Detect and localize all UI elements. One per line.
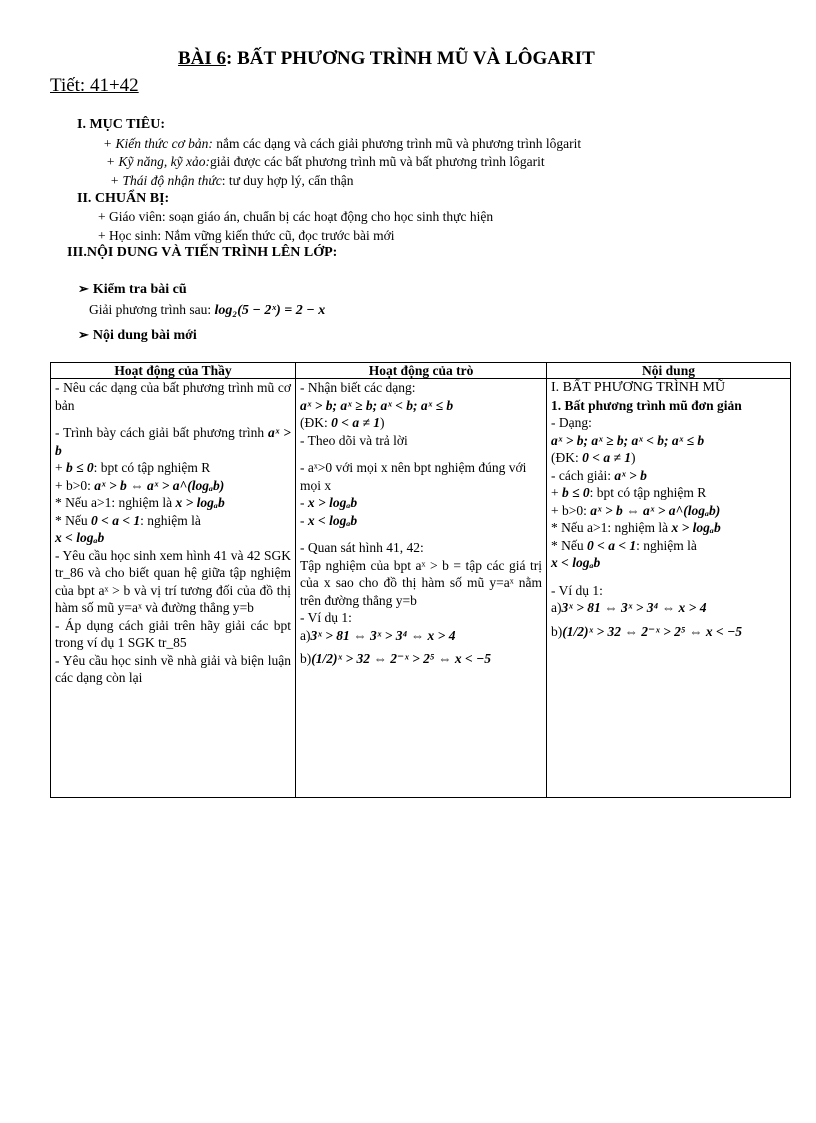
student-p1: - Nhận biết các dạng: xyxy=(300,380,416,395)
arrow-bullet-icon: ➢ xyxy=(78,327,89,342)
teacher-cell xyxy=(51,379,296,798)
page-title xyxy=(178,48,595,70)
prep-student: + Học sinh: Nắm vững kiến thức cũ, đọc trước bài mới xyxy=(98,228,395,243)
teacher-p4: + b>0: aˣ > b ⇔ aˣ > a^(logₐb) xyxy=(55,477,225,493)
title-prefix: BÀI 6 xyxy=(178,48,227,69)
table-header-row xyxy=(51,363,791,379)
content-p5: + b>0: aˣ > b ⇔ aˣ > a^(logₐb) xyxy=(551,502,721,518)
student-p7: - Quan sát hình 41, 42: xyxy=(300,540,424,555)
content-p7b: x < logₐb xyxy=(551,555,601,570)
student-cell xyxy=(296,379,547,798)
teacher-p2: - Trình bày cách giải bất phương trình aˣ > b xyxy=(55,425,291,458)
content-subheading: 1. Bất phương trình mũ đơn giản xyxy=(551,397,742,413)
teacher-p6: * Nếu 0 < a < 1: nghiệm là xyxy=(55,512,201,528)
student-p1-math: aˣ > b; aˣ ≥ b; aˣ < b; aˣ ≤ b xyxy=(300,397,454,413)
teacher-p7: - Yêu cầu học sinh xem hình 41 và 42 SGK tr_86 và cho biết quan hệ giữa tập nghiệm của bpt aˣ > b và vị trí tương đối của đồ thị hàm số mũ y=aˣ và đường thẳng y=b xyxy=(55,547,291,615)
student-ex-b: b)(1/2)ˣ > 32 ⇔ 2⁻ˣ > 2⁵ ⇔ x < −5 xyxy=(300,651,491,666)
section3-heading: III.NỘI DUNG VÀ TIẾN TRÌNH LÊN LỚP: xyxy=(67,245,338,260)
section2-heading: II. CHUẨN BỊ: xyxy=(77,191,170,206)
student-p2: (ĐK: 0 < a ≠ 1) xyxy=(300,415,385,430)
check-question: Giải phương trình sau: log₂(5 − 2ˣ) = 2 − x xyxy=(89,302,326,318)
arrow-bullet-icon: ➢ xyxy=(78,281,89,296)
content-heading: I. BẤT PHƯƠNG TRÌNH MŨ xyxy=(551,380,726,395)
content-p1: - Dạng: xyxy=(551,415,592,430)
content-p7: * Nếu 0 < a < 1: nghiệm là xyxy=(551,537,697,553)
prep-teacher: + Giáo viên: soạn giáo án, chuẩn bị các hoạt động cho học sinh thực hiện xyxy=(98,209,494,224)
student-p6: - x < logₐb xyxy=(300,512,358,528)
student-ex-a: a)3ˣ > 81 ⇔ 3ˣ > 3⁴ ⇔ x > 4 xyxy=(300,627,456,643)
student-p9: - Ví dụ 1: xyxy=(300,610,352,625)
header-content: Nội dung xyxy=(547,363,791,379)
content-p1-math: aˣ > b; aˣ ≥ b; aˣ < b; aˣ ≤ b xyxy=(551,432,705,448)
lesson-table xyxy=(50,362,791,798)
check-equation: log₂(5 − 2ˣ) = 2 − x xyxy=(214,303,326,318)
student-p8: Tập nghiệm của bpt aˣ > b = tập các giá trị của x sao cho đồ thị hàm số mũ y=aˣ nằm trên đường thẳng y=b xyxy=(300,557,542,608)
header-teacher: Hoạt động của Thầy xyxy=(51,363,296,379)
student-p3: - Theo dõi và trả lời xyxy=(300,432,408,448)
teacher-p8: - Áp dụng cách giải trên hãy giải các bpt trong ví dụ 1 SGK tr_85 xyxy=(55,617,291,650)
lesson-period: Tiết: 41+42 xyxy=(50,75,139,96)
header-student: Hoạt động của trò xyxy=(296,363,547,379)
section1-heading: I. MỤC TIÊU: xyxy=(77,117,166,132)
check-old-lesson: ➢ Kiểm tra bài cũ xyxy=(78,281,187,297)
objective-attitude: + Thái độ nhận thức: tư duy hợp lý, cẩn thận xyxy=(110,173,354,188)
title-rest: : BẤT PHƯƠNG TRÌNH MŨ VÀ LÔGARIT xyxy=(226,48,595,69)
objective-skills: + Kỹ năng, kỹ xảo:giải được các bất phương trình mũ và bất phương trình lôgarit xyxy=(106,154,545,169)
teacher-p5: * Nếu a>1: nghiệm là x > logₐb xyxy=(55,495,225,510)
content-ex-a: a)3ˣ > 81 ⇔ 3ˣ > 3⁴ ⇔ x > 4 xyxy=(551,600,707,615)
new-lesson: ➢ Nội dung bài mới xyxy=(78,327,197,343)
content-p8: - Ví dụ 1: xyxy=(551,582,603,598)
objective-knowledge: + Kiến thức cơ bản: nắm các dạng và cách giải phương trình mũ và phương trình lôgarit xyxy=(103,136,582,151)
teacher-p3: + b ≤ 0: bpt có tập nghiệm R xyxy=(55,460,211,475)
teacher-p6b: x < logₐb xyxy=(55,530,105,545)
teacher-p9: - Yêu cầu học sinh về nhà giải và biện luận các dạng còn lại xyxy=(55,652,291,685)
student-p5: - x > logₐb xyxy=(300,495,358,510)
table-body-row xyxy=(51,379,791,798)
content-p6: * Nếu a>1: nghiệm là x > logₐb xyxy=(551,520,721,535)
content-cell xyxy=(547,379,791,798)
student-p4: - aˣ>0 với mọi x nên bpt nghiệm đúng với mọi x xyxy=(300,460,527,493)
teacher-p1: - Nêu các dạng của bất phương trình mũ cơ bản xyxy=(55,380,291,413)
content-p3: - cách giải: aˣ > b xyxy=(551,467,647,483)
content-ex-b: b)(1/2)ˣ > 32 ⇔ 2⁻ˣ > 2⁵ ⇔ x < −5 xyxy=(551,623,742,639)
content-p4: + b ≤ 0: bpt có tập nghiệm R xyxy=(551,485,707,500)
content-p2: (ĐK: 0 < a ≠ 1) xyxy=(551,450,636,465)
